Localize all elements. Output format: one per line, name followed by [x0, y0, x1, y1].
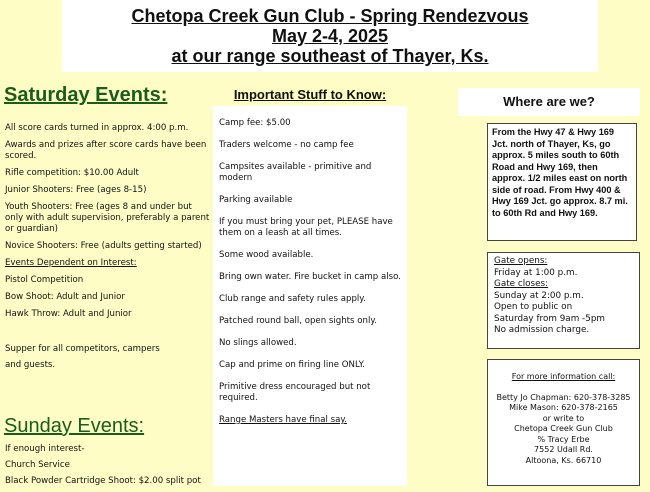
interest-item: Pistol Competition — [5, 275, 84, 285]
saturday-title: Saturday Events: — [4, 84, 168, 106]
contact-line: Chetopa Creek Gun Club — [514, 424, 613, 433]
important-item: Range Masters have final say. — [219, 415, 347, 425]
important-item: Some wood available. — [219, 250, 314, 260]
sunday-list — [5, 444, 215, 492]
gate-box — [487, 252, 640, 349]
header-dates: May 2-4, 2025 — [271, 26, 389, 46]
important-item: Club range and safety rules apply. — [219, 294, 366, 304]
supper-line: and guests. — [5, 360, 56, 370]
contact-box — [487, 359, 640, 486]
directions-box: From the Hwy 47 & Hwy 169 Jct. north of Thayer, Ks, go approx. 5 miles south to 60th Road and Hwy 169, then approx. 1/2 miles east on north side of road. From Hwy 400 & Hwy 169 Jct. go approx. 8.7 mi. to 60th Rd and Hwy 169. — [487, 123, 637, 241]
contact-line: Mike Mason: 620-378-2165 — [509, 403, 618, 412]
important-title: Important Stuff to Know: — [213, 84, 407, 106]
important-item: Parking available — [219, 195, 293, 205]
interest-item: Hawk Throw: Adult and Junior — [5, 309, 132, 319]
saturday-item: Novice Shooters: Free (adults getting started) — [5, 241, 202, 251]
important-item: Cap and prime on firing line ONLY. — [219, 360, 365, 370]
saturday-list — [5, 123, 210, 377]
header-title: Chetopa Creek Gun Club - Spring Rendezvous — [131, 6, 529, 26]
admission-note: No admission charge. — [494, 325, 590, 335]
flyer-header — [62, 0, 598, 72]
important-item: No slings allowed. — [219, 338, 297, 348]
saturday-item: Youth Shooters: Free (ages 8 and under but only with adult supervision, preferably a parent or guardian) — [5, 202, 210, 234]
contact-line: % Tracy Erbe — [537, 434, 590, 444]
important-item: Traders welcome - no camp fee — [219, 140, 354, 150]
gate-opens-label: Gate opens: — [494, 256, 548, 266]
important-item: Bring own water. Fire bucket in camp also. — [219, 272, 401, 282]
saturday-item: All score cards turned in approx. 4:00 p.m. — [5, 123, 189, 133]
gate-opens-time: Friday at 1:00 p.m. — [494, 267, 578, 278]
public-hours: Saturday from 9am -5pm — [494, 313, 605, 324]
saturday-item: Awards and prizes after score cards have been scored. — [5, 140, 207, 161]
public-hours: Open to public on — [494, 302, 573, 312]
important-list — [219, 118, 405, 437]
sunday-item: If enough interest- — [5, 444, 85, 454]
contact-heading: For more information call: — [511, 372, 616, 381]
contact-line: or write to — [542, 413, 585, 423]
where-title: Where are we? — [458, 88, 640, 116]
supper-line: Supper for all competitors, campers — [5, 344, 160, 354]
important-item: If you must bring your pet, PLEASE have them on a leash at all times. — [219, 217, 393, 238]
gate-closes-label: Gate closes: — [494, 279, 549, 289]
sunday-title: Sunday Events: — [4, 415, 145, 437]
interest-heading: Events Dependent on Interest: — [5, 258, 137, 268]
important-item: Patched round ball, open sights only. — [219, 316, 377, 326]
interest-item: Bow Shoot: Adult and Junior — [5, 292, 125, 302]
header-location: at our range southeast of Thayer, Ks. — [171, 46, 489, 66]
contact-line: Betty Jo Chapman: 620-378-3285 — [496, 392, 631, 402]
saturday-item: Rifle competition: $10.00 Adult — [5, 168, 139, 178]
saturday-item: Junior Shooters: Free (ages 8-15) — [5, 185, 147, 195]
sunday-item: Black Powder Cartridge Shoot: $2.00 split pot — [5, 476, 201, 486]
important-item: Camp fee: $5.00 — [219, 118, 291, 128]
gate-closes-time: Sunday at 2:00 p.m. — [494, 290, 584, 301]
contact-line: Altoona, Ks. 66710 — [525, 455, 602, 465]
contact-line: 7552 Udall Rd. — [534, 445, 593, 454]
important-item: Campsites available - primitive and modern — [219, 162, 372, 183]
sunday-item: Church Service — [5, 460, 70, 470]
important-item: Primitive dress encouraged but not required. — [219, 382, 371, 403]
